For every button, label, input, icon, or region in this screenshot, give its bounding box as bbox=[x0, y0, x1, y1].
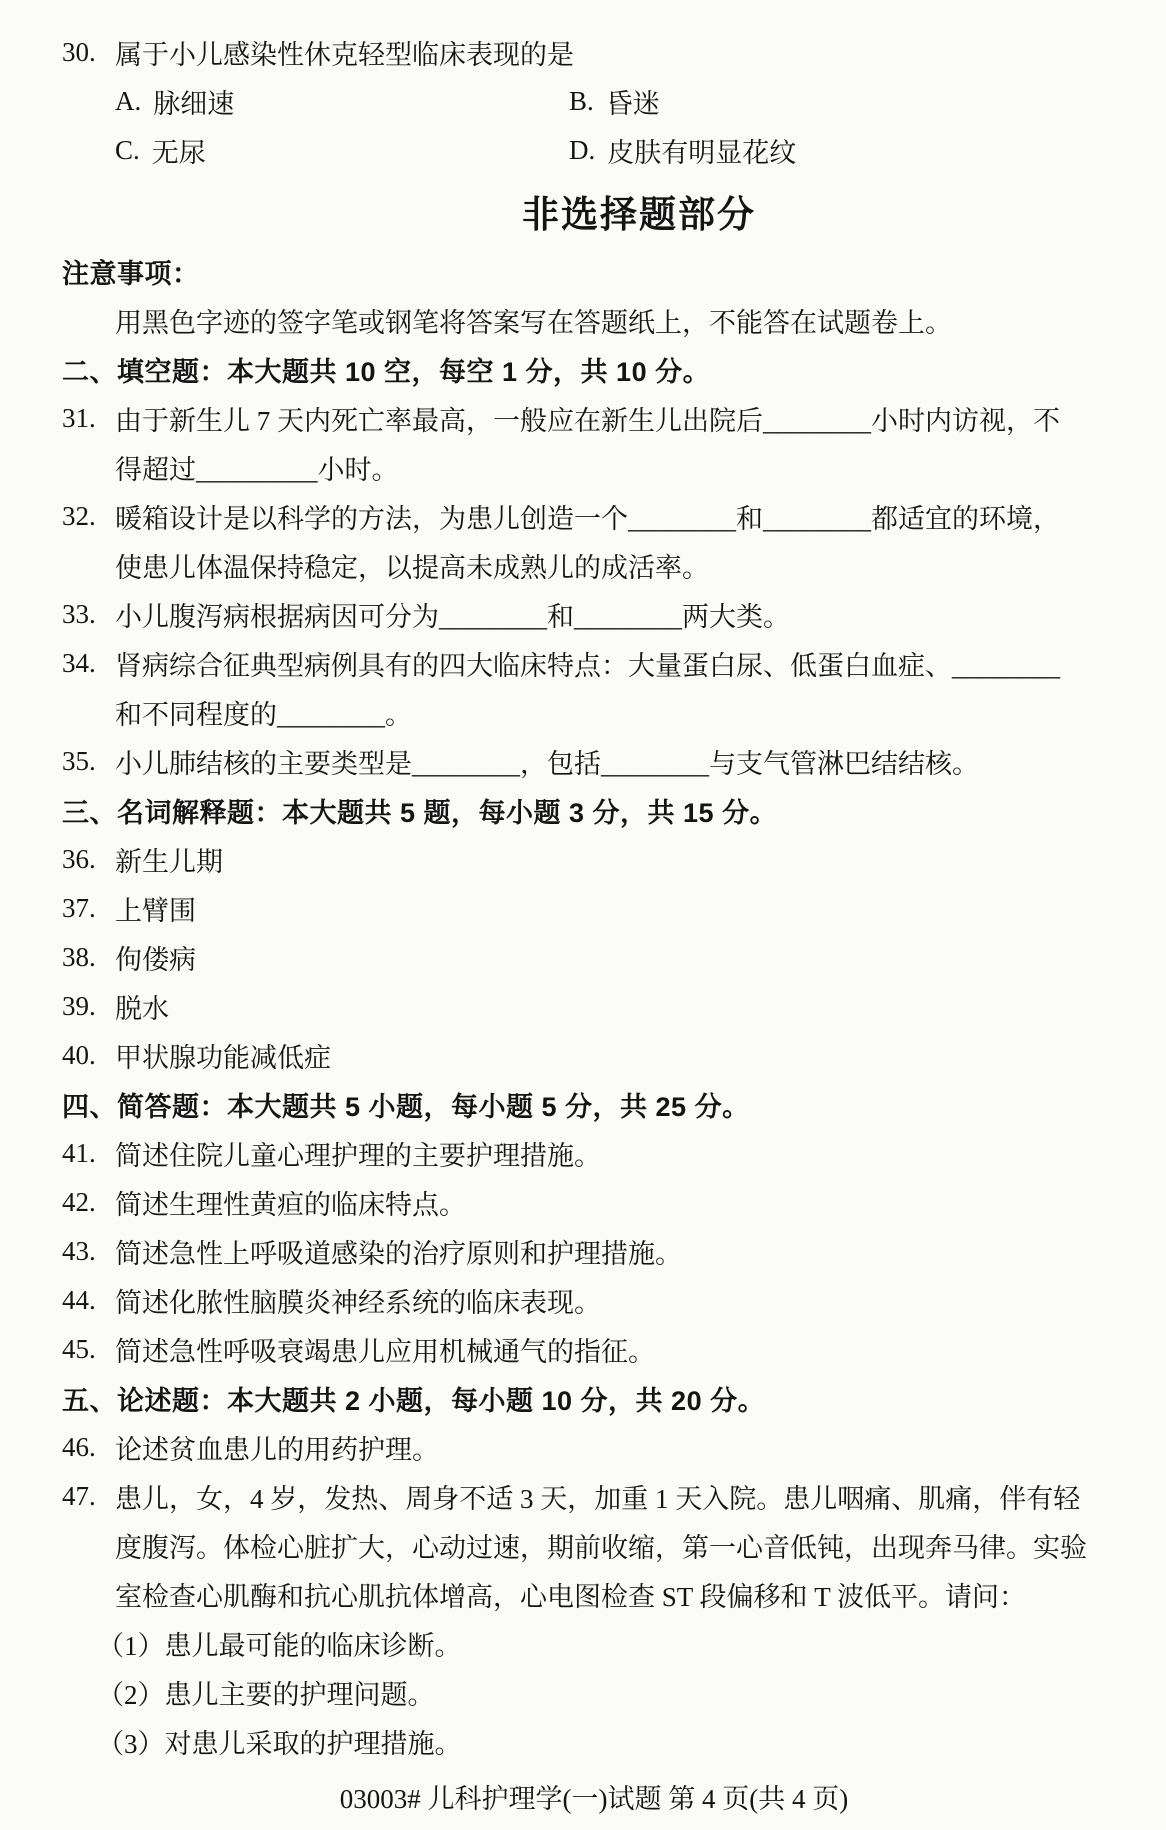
question-47-line-2: 度腹泻。体检心脏扩大，心动过速，期前收缩，第一心音低钝，出现奔马律。实验 bbox=[115, 1533, 1087, 1563]
question-33 bbox=[62, 590, 1126, 639]
question-39 bbox=[62, 982, 1126, 1031]
question-36-number: 36. bbox=[62, 844, 96, 874]
question-47-text-1: 患儿，女，4 岁，发热、周身不适 3 天，加重 1 天入院。患儿咽痛、肌痛，伴有轻 bbox=[115, 1484, 1081, 1514]
option-a-label: A. bbox=[115, 86, 142, 116]
question-40 bbox=[62, 1031, 1126, 1080]
question-47-subitem-2: （2）患儿主要的护理问题。 bbox=[97, 1680, 435, 1710]
option-a bbox=[115, 82, 569, 121]
question-45-text: 简述急性呼吸衰竭患儿应用机械通气的指征。 bbox=[115, 1337, 655, 1367]
page-footer: 03003# 儿科护理学(一)试题 第 4 页(共 4 页) bbox=[339, 1784, 849, 1814]
question-43-number: 43. bbox=[62, 1236, 96, 1266]
question-30-options-row-1 bbox=[62, 77, 1126, 126]
question-37-text: 上臂围 bbox=[115, 896, 196, 926]
option-b-label: B. bbox=[569, 86, 594, 116]
question-35 bbox=[62, 737, 1126, 786]
question-44-text: 简述化脓性脑膜炎神经系统的临床表现。 bbox=[115, 1288, 601, 1318]
option-c-text: 无尿 bbox=[151, 138, 206, 168]
question-40-text: 甲状腺功能减低症 bbox=[115, 1043, 331, 1073]
question-39-number: 39. bbox=[62, 991, 96, 1021]
question-30-number: 30. bbox=[62, 37, 96, 67]
question-38-text: 佝偻病 bbox=[115, 945, 196, 975]
question-47-line-3: 室检查心肌酶和抗心肌抗体增高，心电图检查 ST 段偏移和 T 波低平。请问： bbox=[115, 1582, 1027, 1612]
notice-text: 用黑色字迹的签字笔或钢笔将答案写在答题纸上，不能答在试题卷上。 bbox=[115, 308, 952, 338]
heading-fill-in: 二、填空题：本大题共 10 空，每空 1 分，共 10 分。 bbox=[62, 357, 711, 387]
option-c-label: C. bbox=[115, 135, 140, 165]
question-32-text-1: 暖箱设计是以科学的方法，为患儿创造一个________和________都适宜的环境， bbox=[115, 504, 1060, 534]
question-41 bbox=[62, 1129, 1126, 1178]
question-33-text: 小儿腹泻病根据病因可分为________和________两大类。 bbox=[115, 602, 790, 632]
question-38 bbox=[62, 933, 1126, 982]
option-d bbox=[569, 131, 796, 170]
question-46-number: 46. bbox=[62, 1432, 96, 1462]
question-46-text: 论述贫血患儿的用药护理。 bbox=[115, 1435, 439, 1465]
option-b-text: 昏迷 bbox=[605, 89, 660, 119]
question-37 bbox=[62, 884, 1126, 933]
question-35-number: 35. bbox=[62, 746, 96, 776]
question-34-line-2: 和不同程度的________。 bbox=[115, 700, 412, 730]
question-30-stem: 属于小儿感染性休克轻型临床表现的是 bbox=[115, 40, 574, 70]
heading-short-answer: 四、简答题：本大题共 5 小题，每小题 5 分，共 25 分。 bbox=[62, 1092, 750, 1122]
question-38-number: 38. bbox=[62, 942, 96, 972]
question-47-subitem-3: （3）对患儿采取的护理措施。 bbox=[97, 1729, 462, 1759]
question-37-number: 37. bbox=[62, 893, 96, 923]
question-47-subitem-1: （1）患儿最可能的临床诊断。 bbox=[97, 1631, 462, 1661]
question-36-text: 新生儿期 bbox=[115, 847, 223, 877]
question-43-text: 简述急性上呼吸道感染的治疗原则和护理措施。 bbox=[115, 1239, 682, 1269]
question-36 bbox=[62, 835, 1126, 884]
question-39-text: 脱水 bbox=[115, 994, 169, 1024]
question-42-number: 42. bbox=[62, 1187, 96, 1217]
option-a-text: 脉细速 bbox=[153, 89, 235, 119]
question-35-text: 小儿肺结核的主要类型是________，包括________与支气管淋巴结结核。 bbox=[115, 749, 979, 779]
question-31-line-2: 得超过_________小时。 bbox=[115, 455, 399, 485]
notice-label: 注意事项： bbox=[62, 259, 200, 289]
question-34-line-1 bbox=[62, 639, 1126, 688]
section-title: 非选择题部分 bbox=[522, 194, 756, 235]
question-40-number: 40. bbox=[62, 1040, 96, 1070]
question-46 bbox=[62, 1423, 1126, 1472]
question-31-line-1 bbox=[62, 394, 1126, 443]
question-42-text: 简述生理性黄疸的临床特点。 bbox=[115, 1190, 466, 1220]
question-32-line-1 bbox=[62, 492, 1126, 541]
question-47-line-1 bbox=[62, 1472, 1126, 1521]
question-31-text-1: 由于新生儿 7 天内死亡率最高，一般应在新生儿出院后________小时内访视，不 bbox=[115, 406, 1060, 436]
question-34-number: 34. bbox=[62, 648, 96, 678]
option-c bbox=[115, 131, 569, 170]
question-44-number: 44. bbox=[62, 1285, 96, 1315]
question-30 bbox=[62, 28, 1126, 77]
question-30-options-row-2 bbox=[62, 126, 1126, 175]
question-47-number: 47. bbox=[62, 1481, 96, 1511]
question-34-text-1: 肾病综合征典型病例具有的四大临床特点：大量蛋白尿、低蛋白血症、________ bbox=[115, 651, 1060, 681]
question-41-text: 简述住院儿童心理护理的主要护理措施。 bbox=[115, 1141, 601, 1171]
question-44 bbox=[62, 1276, 1126, 1325]
question-32-line-2: 使患儿体温保持稳定，以提高未成熟儿的成活率。 bbox=[115, 553, 709, 583]
question-43 bbox=[62, 1227, 1126, 1276]
option-d-text: 皮肤有明显花纹 bbox=[607, 138, 797, 168]
heading-definitions: 三、名词解释题：本大题共 5 题，每小题 3 分，共 15 分。 bbox=[62, 798, 778, 828]
question-42 bbox=[62, 1178, 1126, 1227]
question-33-number: 33. bbox=[62, 599, 96, 629]
question-31-number: 31. bbox=[62, 403, 96, 433]
question-45-number: 45. bbox=[62, 1334, 96, 1364]
option-d-label: D. bbox=[569, 135, 596, 165]
heading-essay: 五、论述题：本大题共 2 小题，每小题 10 分，共 20 分。 bbox=[62, 1386, 766, 1416]
question-41-number: 41. bbox=[62, 1138, 96, 1168]
option-b bbox=[569, 82, 660, 121]
question-45 bbox=[62, 1325, 1126, 1374]
question-32-number: 32. bbox=[62, 501, 96, 531]
